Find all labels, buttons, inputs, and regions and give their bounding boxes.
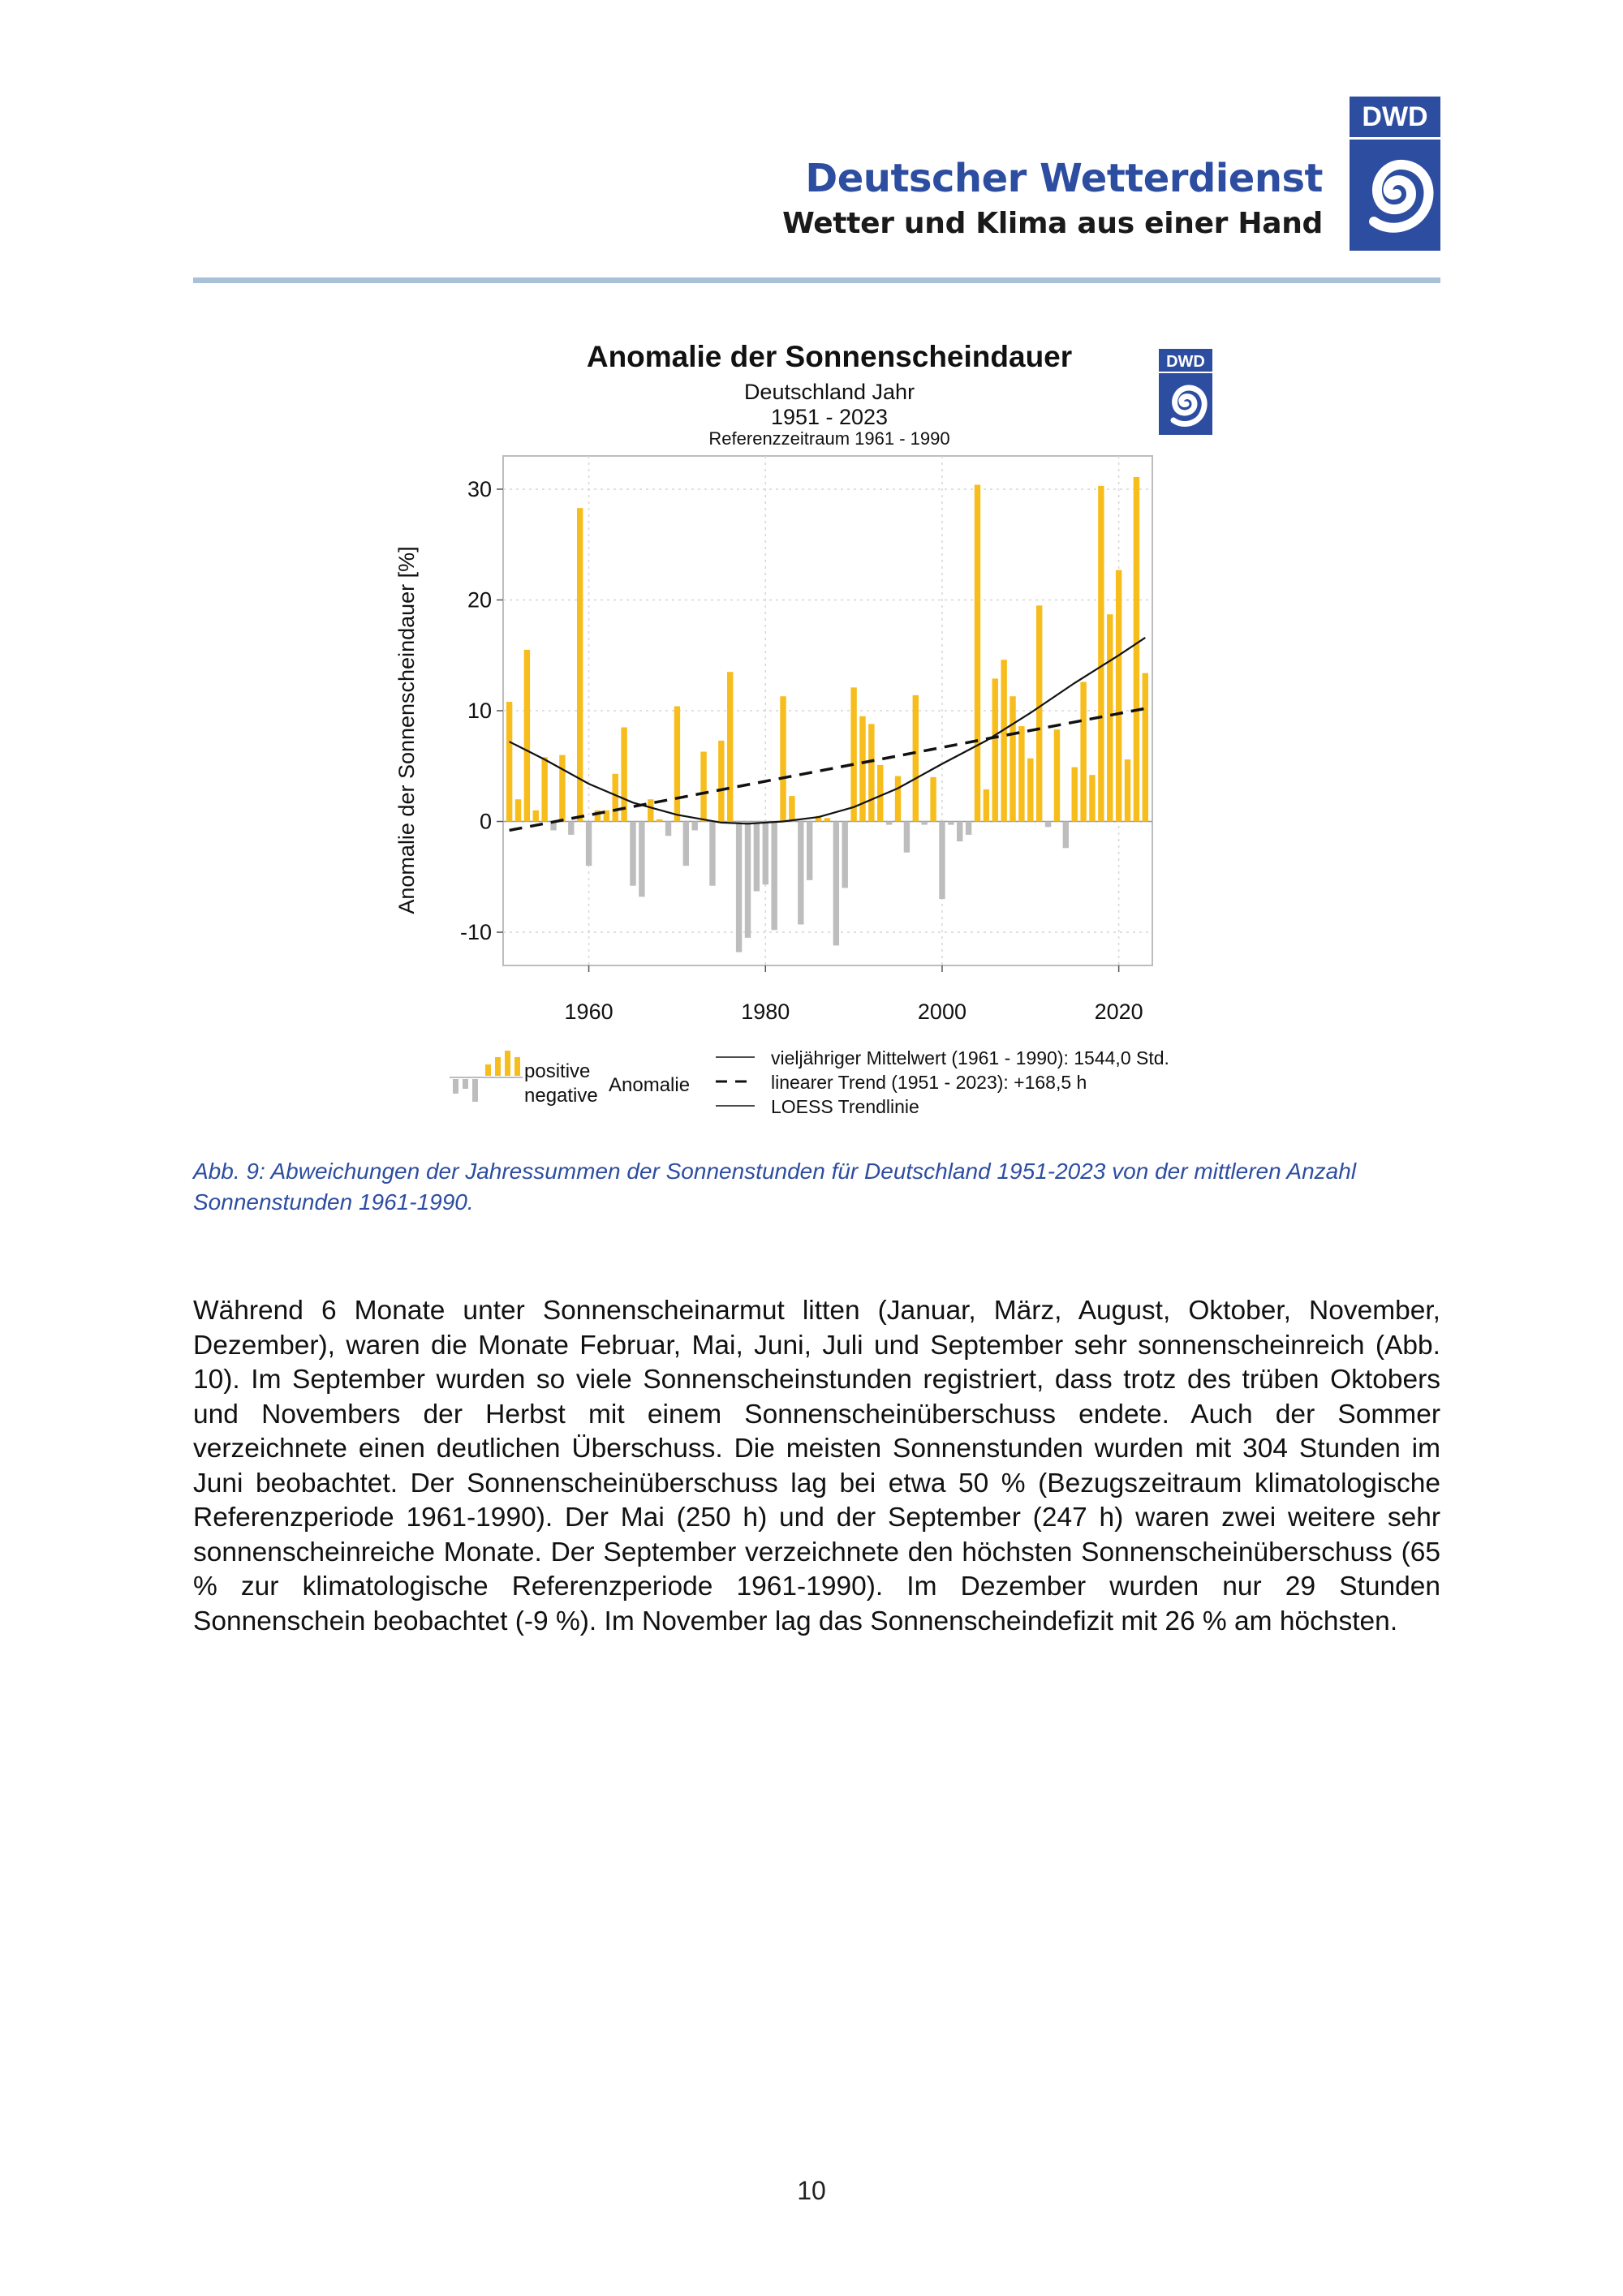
bar-positive — [1098, 486, 1104, 822]
bar-positive — [1027, 759, 1033, 822]
bar-positive — [1080, 682, 1086, 822]
bar-positive — [913, 695, 919, 822]
header-divider — [193, 277, 1440, 283]
legend-positive-label: positive — [524, 1060, 591, 1082]
bar-positive — [718, 741, 724, 822]
bar-positive — [577, 508, 583, 821]
bar-positive — [1089, 775, 1095, 821]
bar-negative — [807, 822, 812, 880]
x-tick-label: 1960 — [564, 1000, 613, 1024]
bar-negative — [683, 822, 689, 866]
bar-negative — [665, 822, 671, 836]
bar-negative — [691, 822, 697, 831]
x-tick-label: 1980 — [741, 1000, 790, 1024]
bar-positive — [1125, 759, 1130, 821]
bar-negative — [842, 822, 848, 888]
legend-trend-label: linearer Trend (1951 - 2023): +168,5 h — [771, 1072, 1087, 1093]
y-tick-label: 0 — [479, 809, 492, 834]
bar-positive — [700, 752, 706, 822]
bar-positive — [789, 796, 794, 821]
bar-positive — [859, 716, 865, 822]
legend-anomaly-label: Anomalie — [609, 1074, 691, 1096]
chart-subtitle-period: 1951 - 2023 — [770, 405, 889, 429]
bar-positive — [780, 696, 786, 821]
bar-positive — [506, 702, 512, 821]
bar-positive — [1001, 660, 1006, 821]
bar-positive — [515, 799, 521, 821]
bar-negative — [798, 822, 803, 925]
bar-positive — [1010, 696, 1015, 821]
chart-subtitle-reference: Referenzzeitraum 1961 - 1990 — [708, 428, 950, 449]
bar-positive — [541, 757, 547, 821]
bar-positive — [1054, 729, 1060, 821]
bar-positive — [533, 810, 539, 822]
bar-negative — [1063, 822, 1069, 849]
y-tick-label: 10 — [467, 699, 492, 723]
bar-positive — [824, 818, 830, 821]
y-axis-ticks — [460, 477, 503, 944]
bar-negative — [763, 822, 768, 885]
bar-positive — [877, 765, 883, 822]
bar-positive — [992, 678, 998, 821]
bar-positive — [975, 484, 980, 821]
bar-negative — [904, 822, 910, 853]
bar-positive — [1116, 570, 1121, 822]
bar-negative — [709, 822, 715, 886]
bar-positive — [1072, 767, 1078, 822]
bar-positive — [930, 777, 936, 822]
sunshine-anomaly-chart — [349, 325, 1274, 1136]
bar-negative — [745, 822, 751, 938]
bar-positive — [657, 819, 662, 822]
y-tick-label: 30 — [467, 476, 492, 501]
bar-negative — [939, 822, 945, 900]
body-paragraph: Während 6 Monate unter Sonnenscheinarmut litten (Januar, März, August, Oktober, November, Dezember), waren die Monate Februar, Mai, Juni, Juli und September sehr sonnenscheinreich (Abb. 10). Im September wurden so viele Sonnenscheinstunden registriert, dass trotz des trüben Oktobers und Novembers der Herbst mit einem Sonnenscheinüberschuss endete. Auch der Sommer verzeichnete einen deutlichen Überschuss. Die meisten Sonnenstunden wurden mit 304 Stunden im Juni beobachtet. Der Sonnenscheinüberschuss lag bei etwa 50 % (Bezugszeitraum klimatologische Referenzperiode 1961-1990). Der Mai (250 h) und der September (247 h) waren zwei weitere sehr sonnenscheinreiche Monate. Der September verzeichnete den höchsten Sonnenscheinüberschuss (65 % zur klimatologische Referenzperiode 1961-1990). Im Dezember wurden nur 29 Stunden Sonnenschein beobachtet (-9 %). Im November lag das Sonnenscheindefizit mit 26 % am höchsten. — [193, 1296, 1440, 1636]
bar-negative — [948, 822, 954, 825]
page-number: 10 — [797, 2176, 826, 2205]
bar-negative — [921, 822, 927, 825]
x-tick-label: 2000 — [917, 1000, 966, 1024]
bar-positive — [850, 687, 856, 821]
bar-positive — [1107, 614, 1113, 821]
bar-positive — [1036, 605, 1042, 821]
bar-positive — [524, 650, 530, 822]
bar-positive — [727, 672, 733, 821]
figure-sunshine-anomaly — [349, 325, 1274, 1136]
bar-positive — [868, 724, 874, 821]
bar-negative — [957, 822, 962, 842]
bar-negative — [630, 822, 635, 886]
bar-positive — [895, 776, 901, 822]
bar-positive — [648, 799, 653, 821]
bar-positive — [1018, 726, 1024, 821]
bar-positive — [1143, 673, 1148, 822]
y-axis-label: Anomalie der Sonnenscheindauer [%] — [394, 546, 419, 914]
chart-subtitle-region: Deutschland Jahr — [743, 380, 915, 404]
bar-negative — [568, 822, 574, 835]
legend-loess-label: LOESS Trendlinie — [771, 1096, 919, 1117]
bar-positive — [559, 755, 565, 822]
bar-negative — [754, 822, 760, 892]
bar-positive — [1134, 477, 1139, 822]
x-axis-ticks — [565, 965, 1143, 1024]
y-tick-label: -10 — [459, 920, 492, 945]
chart-legend — [450, 1047, 1169, 1117]
legend-negative-label: negative — [524, 1085, 598, 1107]
bar-negative — [886, 822, 892, 825]
bar-negative — [966, 822, 971, 835]
dwd-logo-text: DWD — [1362, 101, 1428, 132]
legend-mean-label: vieljähriger Mittelwert (1961 - 1990): 1544,0 Std. — [771, 1047, 1169, 1068]
dwd-logo — [1350, 97, 1440, 251]
bar-negative — [586, 822, 592, 866]
bar-negative — [639, 822, 644, 897]
organization-name: Deutscher Wetterdienst — [805, 156, 1323, 201]
bar-negative — [833, 822, 839, 946]
figure-caption: Abb. 9: Abweichungen der Jahressummen der Sonnenstunden für Deutschland 1951-2023 von der mittleren Anzahl Sonnenstunden 1961-1990. — [193, 1159, 1357, 1215]
organization-tagline: Wetter und Klima aus einer Hand — [782, 207, 1323, 240]
bar-negative — [1045, 822, 1051, 828]
bar-negative — [771, 822, 777, 931]
chart-logo-text: DWD — [1166, 353, 1205, 371]
bar-positive — [674, 707, 680, 822]
body-paragraph-container — [193, 1294, 1440, 1639]
bar-positive — [984, 789, 989, 822]
bar-positive — [613, 774, 618, 822]
bar-negative — [736, 822, 742, 952]
x-tick-label: 2020 — [1094, 1000, 1143, 1024]
legend-anomaly-icon — [450, 1051, 523, 1102]
page-header — [0, 0, 1623, 292]
y-tick-label: 20 — [467, 587, 492, 613]
chart-dwd-logo — [1159, 349, 1212, 435]
chart-title: Anomalie der Sonnenscheindauer — [586, 340, 1073, 373]
